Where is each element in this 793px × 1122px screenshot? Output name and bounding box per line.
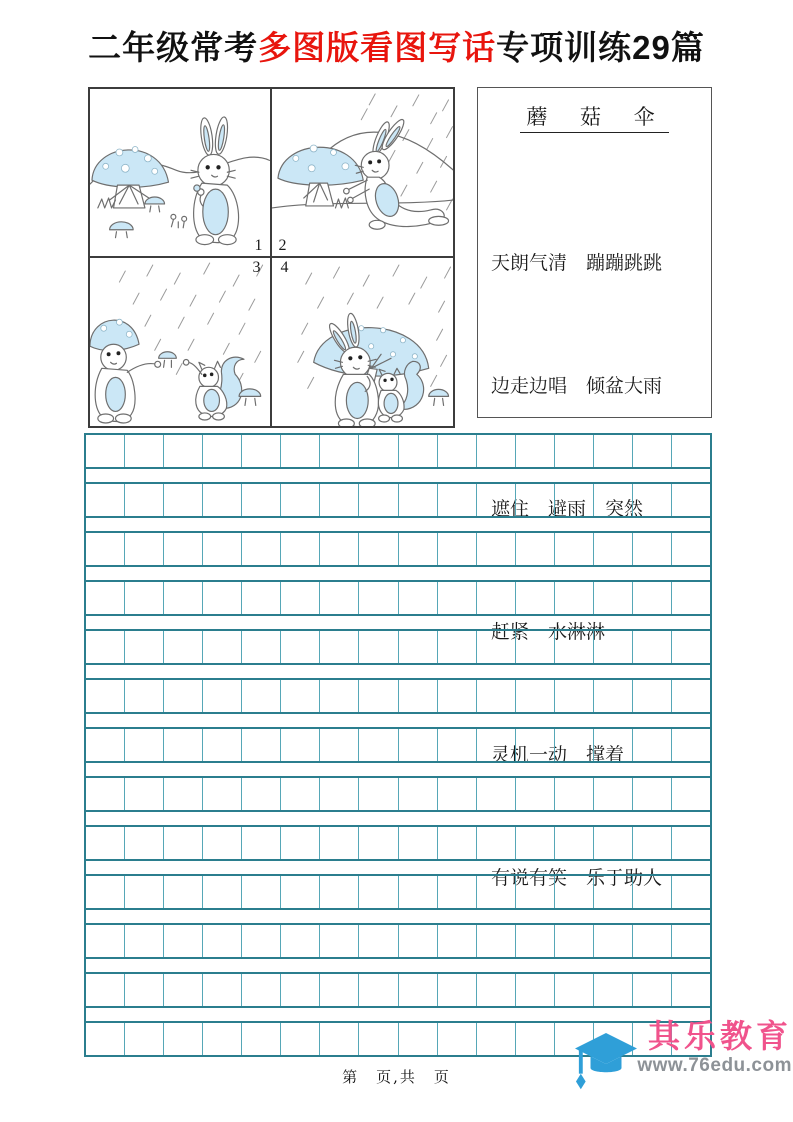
grid-cell	[594, 827, 633, 859]
grid-row	[86, 874, 710, 910]
panel-number-1: 1	[254, 236, 263, 254]
grid-cell	[555, 582, 594, 614]
grid-cell	[516, 631, 555, 663]
grid-cell	[86, 1023, 125, 1055]
grid-cell	[125, 1023, 164, 1055]
grid-cell	[203, 974, 242, 1006]
grid-cell	[320, 827, 359, 859]
grid-cell	[516, 876, 555, 908]
grid-cell	[516, 680, 555, 712]
grid-cell	[125, 631, 164, 663]
grid-cell	[438, 876, 477, 908]
rabbit-with-mushroom-hat	[90, 319, 161, 423]
grid-cell	[203, 827, 242, 859]
grid-cell	[320, 876, 359, 908]
grid-cell	[242, 484, 281, 516]
grid-cell	[477, 778, 516, 810]
grid-cell	[555, 435, 594, 467]
grid-cell	[86, 484, 125, 516]
grid-cell	[516, 484, 555, 516]
grid-cell	[633, 925, 672, 957]
grid-cell	[516, 974, 555, 1006]
grid-row	[86, 678, 710, 714]
grid-cell	[242, 778, 281, 810]
grid-cell	[86, 729, 125, 761]
grid-cell	[399, 484, 438, 516]
grid-cell	[633, 631, 672, 663]
grid-cell	[125, 533, 164, 565]
grid-cell	[86, 435, 125, 467]
grid-cell	[594, 533, 633, 565]
grid-cell	[438, 827, 477, 859]
grid-cell	[633, 876, 672, 908]
grid-cell	[633, 435, 672, 467]
grid-cell	[477, 631, 516, 663]
grid-cell	[438, 533, 477, 565]
grid-cell	[477, 827, 516, 859]
grid-cell	[164, 974, 203, 1006]
small-mushroom-right	[428, 389, 448, 405]
grid-cell	[555, 925, 594, 957]
grid-cell	[281, 435, 320, 467]
page-title	[0, 22, 793, 69]
grid-cell	[594, 729, 633, 761]
grid-cell	[281, 631, 320, 663]
grid-cell	[399, 1023, 438, 1055]
grid-cell	[359, 533, 398, 565]
grid-cell	[438, 1023, 477, 1055]
grid-cell	[438, 582, 477, 614]
grid-row	[86, 727, 710, 763]
grid-row-gap	[86, 469, 710, 482]
comic-panel-1	[90, 89, 272, 258]
grid-cell	[203, 729, 242, 761]
grid-cell	[320, 435, 359, 467]
grid-cell	[672, 435, 710, 467]
grid-cell	[359, 435, 398, 467]
flowers	[171, 214, 187, 227]
logo-text-block	[637, 1020, 792, 1076]
grid-cell	[359, 925, 398, 957]
grid-cell	[203, 533, 242, 565]
grid-row-gap	[86, 665, 710, 678]
grid-cell	[399, 631, 438, 663]
grid-cell	[438, 631, 477, 663]
word-line: 天朗气清 蹦蹦跳跳	[491, 252, 663, 274]
word-line: 有说有笑 乐于助人	[491, 867, 663, 889]
grid-row-gap	[86, 567, 710, 580]
grid-cell	[399, 582, 438, 614]
grid-cell	[633, 778, 672, 810]
grid-cell	[399, 533, 438, 565]
grid-cell	[164, 729, 203, 761]
word-line: 灵机一动 撑着	[491, 744, 625, 766]
grid-cell	[320, 729, 359, 761]
grid-cell	[399, 729, 438, 761]
grid-cell	[242, 631, 281, 663]
grid-cell	[633, 827, 672, 859]
grid-cell	[125, 729, 164, 761]
title-part-red: 多图版看图写话	[258, 29, 497, 66]
grid-cell	[320, 582, 359, 614]
grid-cell	[672, 484, 710, 516]
grid-cell	[438, 435, 477, 467]
grid-cell	[633, 582, 672, 614]
grid-cell	[399, 435, 438, 467]
grid-cell	[359, 631, 398, 663]
grid-cell	[242, 680, 281, 712]
grid-cell	[164, 533, 203, 565]
grid-cell	[320, 974, 359, 1006]
grid-cell	[555, 631, 594, 663]
brand-logo	[575, 1020, 792, 1098]
grid-cell	[203, 680, 242, 712]
grid-cell	[594, 435, 633, 467]
panel-number-4: 4	[280, 258, 289, 276]
grid-cell	[672, 827, 710, 859]
grid-cell	[164, 631, 203, 663]
grid-row-gap	[86, 812, 710, 825]
grid-cell	[320, 680, 359, 712]
grid-cell	[359, 778, 398, 810]
grid-cell	[672, 533, 710, 565]
grid-cell	[594, 876, 633, 908]
grid-cell	[594, 582, 633, 614]
grid-cell	[203, 582, 242, 614]
rain	[119, 263, 262, 384]
grid-cell	[672, 582, 710, 614]
title-part-1: 二年级常考	[88, 29, 259, 66]
grid-cell	[516, 827, 555, 859]
grid-cell	[516, 925, 555, 957]
comic-strip	[88, 87, 455, 428]
panel-2-illustration	[272, 89, 454, 256]
grid-cell	[125, 778, 164, 810]
grid-cell	[164, 925, 203, 957]
grid-cell	[516, 1023, 555, 1055]
grid-cell	[203, 778, 242, 810]
grid-cell	[281, 876, 320, 908]
grid-row-gap	[86, 714, 710, 727]
grid-cell	[203, 484, 242, 516]
grid-cell	[594, 680, 633, 712]
grid-cell	[555, 533, 594, 565]
grid-cell	[555, 729, 594, 761]
grid-cell	[203, 925, 242, 957]
grid-cell	[86, 533, 125, 565]
grid-cell	[242, 827, 281, 859]
grid-cell	[633, 680, 672, 712]
grid-cell	[320, 925, 359, 957]
grid-cell	[164, 582, 203, 614]
grid-cell	[477, 925, 516, 957]
grid-cell	[672, 925, 710, 957]
grid-cell	[164, 876, 203, 908]
writing-grid	[84, 433, 712, 1057]
grid-cell	[477, 876, 516, 908]
grid-cell	[281, 974, 320, 1006]
grid-cell	[281, 484, 320, 516]
grid-row	[86, 531, 710, 567]
grid-row-gap	[86, 763, 710, 776]
grid-cell	[672, 974, 710, 1006]
grid-cell	[672, 729, 710, 761]
comic-panel-2	[272, 89, 454, 258]
grid-cell	[477, 1023, 516, 1055]
grid-cell	[477, 484, 516, 516]
grid-cell	[164, 435, 203, 467]
grid-cell	[555, 778, 594, 810]
grid-cell	[516, 729, 555, 761]
grid-cell	[242, 974, 281, 1006]
comic-panel-3	[90, 258, 272, 427]
grid-cell	[672, 680, 710, 712]
grid-cell	[633, 974, 672, 1006]
grid-cell	[555, 876, 594, 908]
grid-cell	[555, 974, 594, 1006]
grid-row-gap	[86, 959, 710, 972]
grid-row-gap	[86, 910, 710, 923]
grid-row-gap	[86, 518, 710, 531]
grid-cell	[594, 974, 633, 1006]
grid-cell	[86, 827, 125, 859]
grid-cell	[399, 827, 438, 859]
grid-row	[86, 482, 710, 518]
grid-cell	[86, 631, 125, 663]
grid-cell	[359, 729, 398, 761]
grid-cell	[359, 582, 398, 614]
grid-cell	[86, 680, 125, 712]
word-line: 赶紧 水淋淋	[491, 621, 606, 643]
panel-3-illustration	[90, 258, 270, 427]
grid-cell	[477, 435, 516, 467]
grid-cell	[555, 680, 594, 712]
grid-cell	[438, 680, 477, 712]
grid-cell	[359, 1023, 398, 1055]
grid-cell	[281, 680, 320, 712]
grid-cell	[359, 680, 398, 712]
grid-cell	[477, 729, 516, 761]
grid-cell	[555, 827, 594, 859]
grid-cell	[281, 729, 320, 761]
grid-row	[86, 629, 710, 665]
grid-cell	[438, 974, 477, 1006]
grid-cell	[203, 876, 242, 908]
grid-row	[86, 580, 710, 616]
grid-cell	[242, 729, 281, 761]
grid-cell	[164, 778, 203, 810]
grid-cell	[516, 582, 555, 614]
grid-cell	[438, 925, 477, 957]
grid-cell	[516, 435, 555, 467]
grid-row	[86, 923, 710, 959]
panel-4-illustration	[272, 258, 454, 427]
grid-cell	[633, 484, 672, 516]
grid-cell	[86, 876, 125, 908]
grid-cell	[477, 533, 516, 565]
grid-cell	[399, 974, 438, 1006]
grid-cell	[125, 484, 164, 516]
grid-cell	[672, 778, 710, 810]
grid-cell	[125, 435, 164, 467]
small-mushroom-right	[239, 388, 261, 405]
grid-cell	[359, 974, 398, 1006]
grid-cell	[242, 435, 281, 467]
grid-cell	[633, 533, 672, 565]
grid-cell	[281, 533, 320, 565]
title-part-3: 专项训练29篇	[496, 29, 705, 66]
grid-cell	[125, 974, 164, 1006]
grid-cell	[594, 631, 633, 663]
panel-number-3: 3	[252, 258, 261, 276]
page-footer-label: 第 页,共 页	[342, 1068, 451, 1086]
grid-cell	[320, 533, 359, 565]
word-line: 遮住 避雨 突然	[491, 498, 644, 520]
grid-cell	[164, 680, 203, 712]
grid-cell	[516, 778, 555, 810]
grid-cell	[399, 680, 438, 712]
grid-cell	[281, 827, 320, 859]
grid-cell	[125, 827, 164, 859]
grid-cell	[242, 1023, 281, 1055]
word-bank-title: 蘑 菇 伞	[478, 101, 711, 131]
comic-panel-4	[272, 258, 454, 427]
grid-cell	[633, 729, 672, 761]
grid-cell	[86, 925, 125, 957]
grid-cell	[555, 484, 594, 516]
grid-cell	[242, 925, 281, 957]
grid-cell	[125, 925, 164, 957]
grid-cell	[86, 974, 125, 1006]
grid-cell	[164, 827, 203, 859]
grid-cell	[86, 778, 125, 810]
grid-cell	[86, 582, 125, 614]
grid-row	[86, 972, 710, 1008]
grid-cell	[320, 778, 359, 810]
grid-cell	[359, 876, 398, 908]
panel-number-2: 2	[278, 236, 287, 254]
grid-cell	[594, 484, 633, 516]
grid-cell	[281, 1023, 320, 1055]
grid-cell	[320, 1023, 359, 1055]
grid-cell	[359, 484, 398, 516]
grid-row-gap	[86, 616, 710, 629]
grid-cell	[203, 435, 242, 467]
grid-cell	[203, 631, 242, 663]
grid-cell	[359, 827, 398, 859]
grid-cell	[164, 1023, 203, 1055]
small-mushroom-middle	[159, 351, 177, 367]
grid-cell	[399, 778, 438, 810]
logo-url: www.76edu.com	[637, 1054, 792, 1076]
grid-cell	[203, 1023, 242, 1055]
grid-cell	[281, 778, 320, 810]
grid-cell	[125, 680, 164, 712]
grid-cell	[320, 631, 359, 663]
grid-cell	[399, 925, 438, 957]
word-bank-box	[477, 87, 712, 889]
grid-row	[86, 825, 710, 861]
squirrel	[183, 357, 244, 420]
grid-cell	[242, 533, 281, 565]
grid-cell	[477, 974, 516, 1006]
logo-brand-name: 其乐教育	[647, 1018, 792, 1054]
grid-cell	[438, 729, 477, 761]
graduation-cap-icon	[575, 1030, 637, 1098]
grid-row	[86, 433, 710, 469]
grid-cell	[438, 778, 477, 810]
panel-1-illustration	[90, 89, 270, 256]
grid-cell	[164, 484, 203, 516]
grid-cell	[672, 876, 710, 908]
grid-cell	[281, 925, 320, 957]
grid-cell	[672, 631, 710, 663]
grid-cell	[281, 582, 320, 614]
grid-cell	[399, 876, 438, 908]
grid-cell	[242, 876, 281, 908]
grid-cell	[477, 582, 516, 614]
grid-row-gap	[86, 861, 710, 874]
grid-cell	[125, 876, 164, 908]
grid-cell	[125, 582, 164, 614]
word-line: 边走边唱 倾盆大雨	[491, 375, 663, 397]
grid-cell	[516, 533, 555, 565]
grid-cell	[477, 680, 516, 712]
grid-cell	[594, 778, 633, 810]
rabbit	[191, 116, 239, 244]
grid-cell	[438, 484, 477, 516]
grid-cell	[242, 582, 281, 614]
grid-row	[86, 776, 710, 812]
grid-cell	[320, 484, 359, 516]
grid-cell	[594, 925, 633, 957]
